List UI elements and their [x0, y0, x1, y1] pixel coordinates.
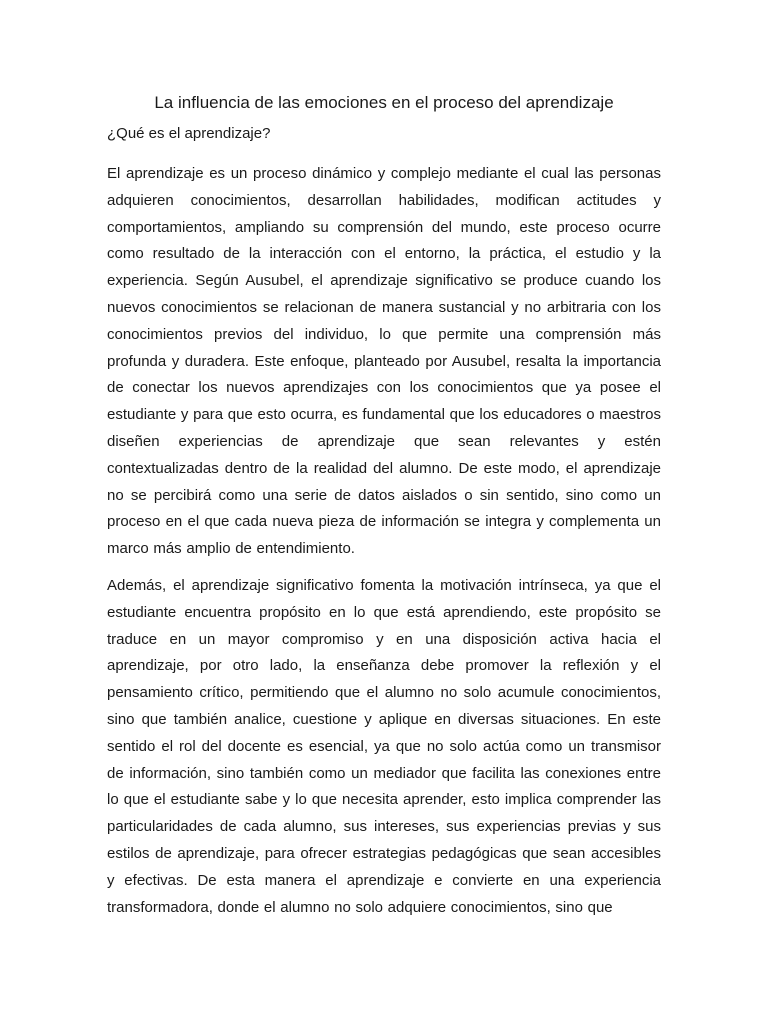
paragraph-1: El aprendizaje es un proceso dinámico y complejo mediante el cual las personas adquieren conocimientos, desarrollan habilidades, modifican actitudes y comportamientos, ampliando su comprensión del mundo, este proceso ocurre como resultado de la interacción con el entorno, la práctica, el estudio y la experiencia. Según Ausubel, el aprendizaje significativo se produce cuando los nuevos conocimientos se relacionan de manera sustancial y no arbitraria con los conocimientos previos del individuo, lo que permite una comprensión más profunda y duradera. Este enfoque, planteado por Ausubel, resalta la importancia de conectar los nuevos aprendizajes con los conocimientos que ya posee el estudiante y para que esto ocurra, es fundamental que los educadores o maestros diseñen experiencias de aprendizaje que sean relevantes y estén contextualizadas dentro de la realidad del alumno. De este modo, el aprendizaje no se percibirá como una serie de datos aislados o sin sentido, sino como un proceso en el que cada nueva pieza de información se integra y complementa un marco más amplio de entendimiento.: [107, 165, 661, 558]
paragraph-2: Además, el aprendizaje significativo fomenta la motivación intrínseca, ya que el estudiante encuentra propósito en lo que está aprendiendo, este propósito se traduce en un mayor compromiso y en una disposición activa hacia el aprendizaje, por otro lado, la enseñanza debe promover la reflexión y el pensamiento crítico, permitiendo que el alumno no solo acumule conocimientos, sino que también analice, cuestione y aplique en diversas situaciones. En este sentido el rol del docente es esencial, ya que no solo actúa como un transmisor de información, sino también como un mediador que facilita las conexiones entre lo que el estudiante sabe y lo que necesita aprender, esto implica comprender las particularidades de cada alumno, sus intereses, sus experiencias previas y sus estilos de aprendizaje, para ofrecer estrategias pedagógicas que sean accesibles y efectivas. De esta manera el aprendizaje e convierte en una experiencia transformadora, donde el alumno no solo adquiere conocimientos, sino que: [107, 576, 661, 916]
document-title: La influencia de las emociones en el proceso del aprendizaje: [154, 93, 614, 112]
section-heading: ¿Qué es el aprendizaje?: [107, 125, 271, 142]
document-body: [107, 123, 661, 921]
